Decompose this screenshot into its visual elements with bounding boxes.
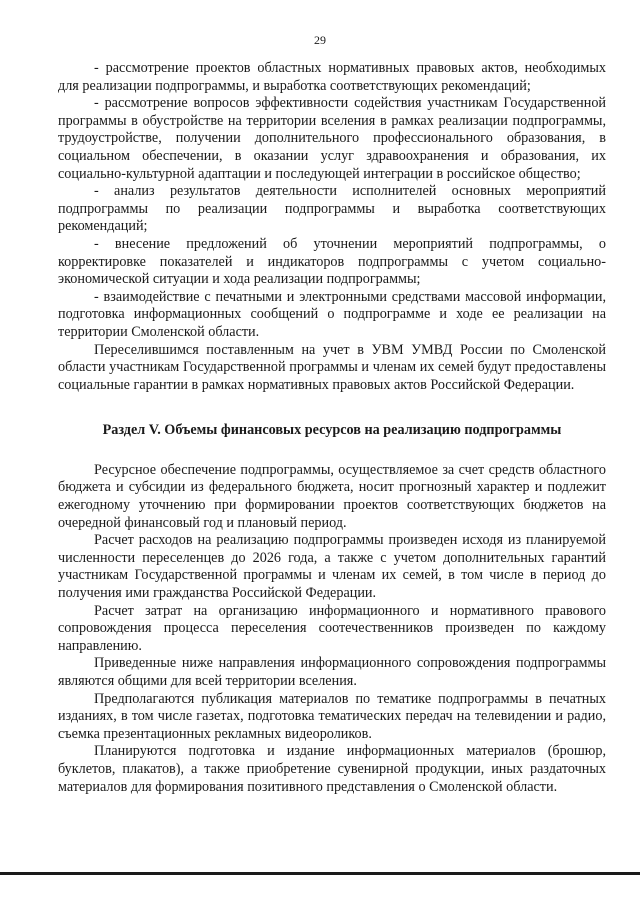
paragraph-review-draft-acts: - рассмотрение проектов областных нормативных правовых актов, необходимых для реализации подпрограммы, и выработка соответствующих рекомендаций; xyxy=(58,60,606,94)
bottom-divider xyxy=(0,872,640,875)
paragraph-analysis-results: - анализ результатов деятельности исполнителей основных мероприятий подпрограммы по реализации подпрограммы и выработка соответствующих рекомендаций; xyxy=(58,183,606,235)
paragraph-proposals: - внесение предложений об уточнении мероприятий подпрограммы, о корректировке показателей и индикаторов подпрограммы с учетом социально-экономической ситуации и хода реализации подпрограммы; xyxy=(58,235,606,288)
paragraph-resource-provision: Ресурсное обеспечение подпрограммы, осуществляемое за счет средств областного бюджета и субсидии из федерального бюджета, носит прогнозный характер и подлежит ежегодному уточнению при формировании проектов соответствующих бюджетов на очередной финансовый год и плановый период. xyxy=(58,461,606,531)
section-heading: Раздел V. Объемы финансовых ресурсов на реализацию подпрограммы xyxy=(102,422,562,439)
paragraph-info-materials: Планируются подготовка и издание информационных материалов (брошюр, буклетов, плакатов), а также приобретение сувенирной продукции, иных раздаточных материалов для формирования позитивного представления о Смоленской области. xyxy=(58,743,606,795)
paragraph-social-guarantees: Переселившимся поставленным на учет в УВМ УМВД России по Смоленской области участникам Государственной программы и членам их семей будут предоставлены социальные гарантии в рамках нормативных правовых актов Российской Федерации. xyxy=(58,341,606,393)
paragraph-publications: Предполагаются публикация материалов по тематике подпрограммы в печатных изданиях, в том числе газетах, подготовка тематических передач на телевидении и радио, съемка презентационных рекламных видеороликов. xyxy=(58,690,606,742)
paragraph-expense-calculation: Расчет расходов на реализацию подпрограммы произведен исходя из планируемой численности переселенцев до 2026 года, а также с учетом дополнительных гарантий участникам Государственной программы и членам их семей, в том числе в период до получения ими гражданства Российской Федерации. xyxy=(58,532,606,602)
paragraph-info-directions: Приведенные ниже направления информационного сопровождения подпрограммы являются общими для всей территории вселения. xyxy=(58,655,606,689)
paragraph-review-effectiveness: - рассмотрение вопросов эффективности содействия участникам Государственной программы в обустройстве на территории вселения в рамках реализации подпрограммы, трудоустройстве, получении дополнительного профессионального образования, в социальном обеспечении, в оказании услуг здравоохранения и образования, их социально-культурной адаптации и последующей интеграции в российское общество; xyxy=(58,95,606,182)
page-number: 29 xyxy=(314,33,326,47)
paragraph-cost-calculation: Расчет затрат на организацию информационного и нормативного правового сопровождения процесса переселения соотечественников произведен по каждому направлению. xyxy=(58,602,606,654)
paragraph-media-interaction: - взаимодействие с печатными и электронными средствами массовой информации, подготовка информационных сообщений о подпрограмме и ходе ее реализации на территории Смоленской области. xyxy=(58,288,606,340)
document-body xyxy=(58,60,606,796)
